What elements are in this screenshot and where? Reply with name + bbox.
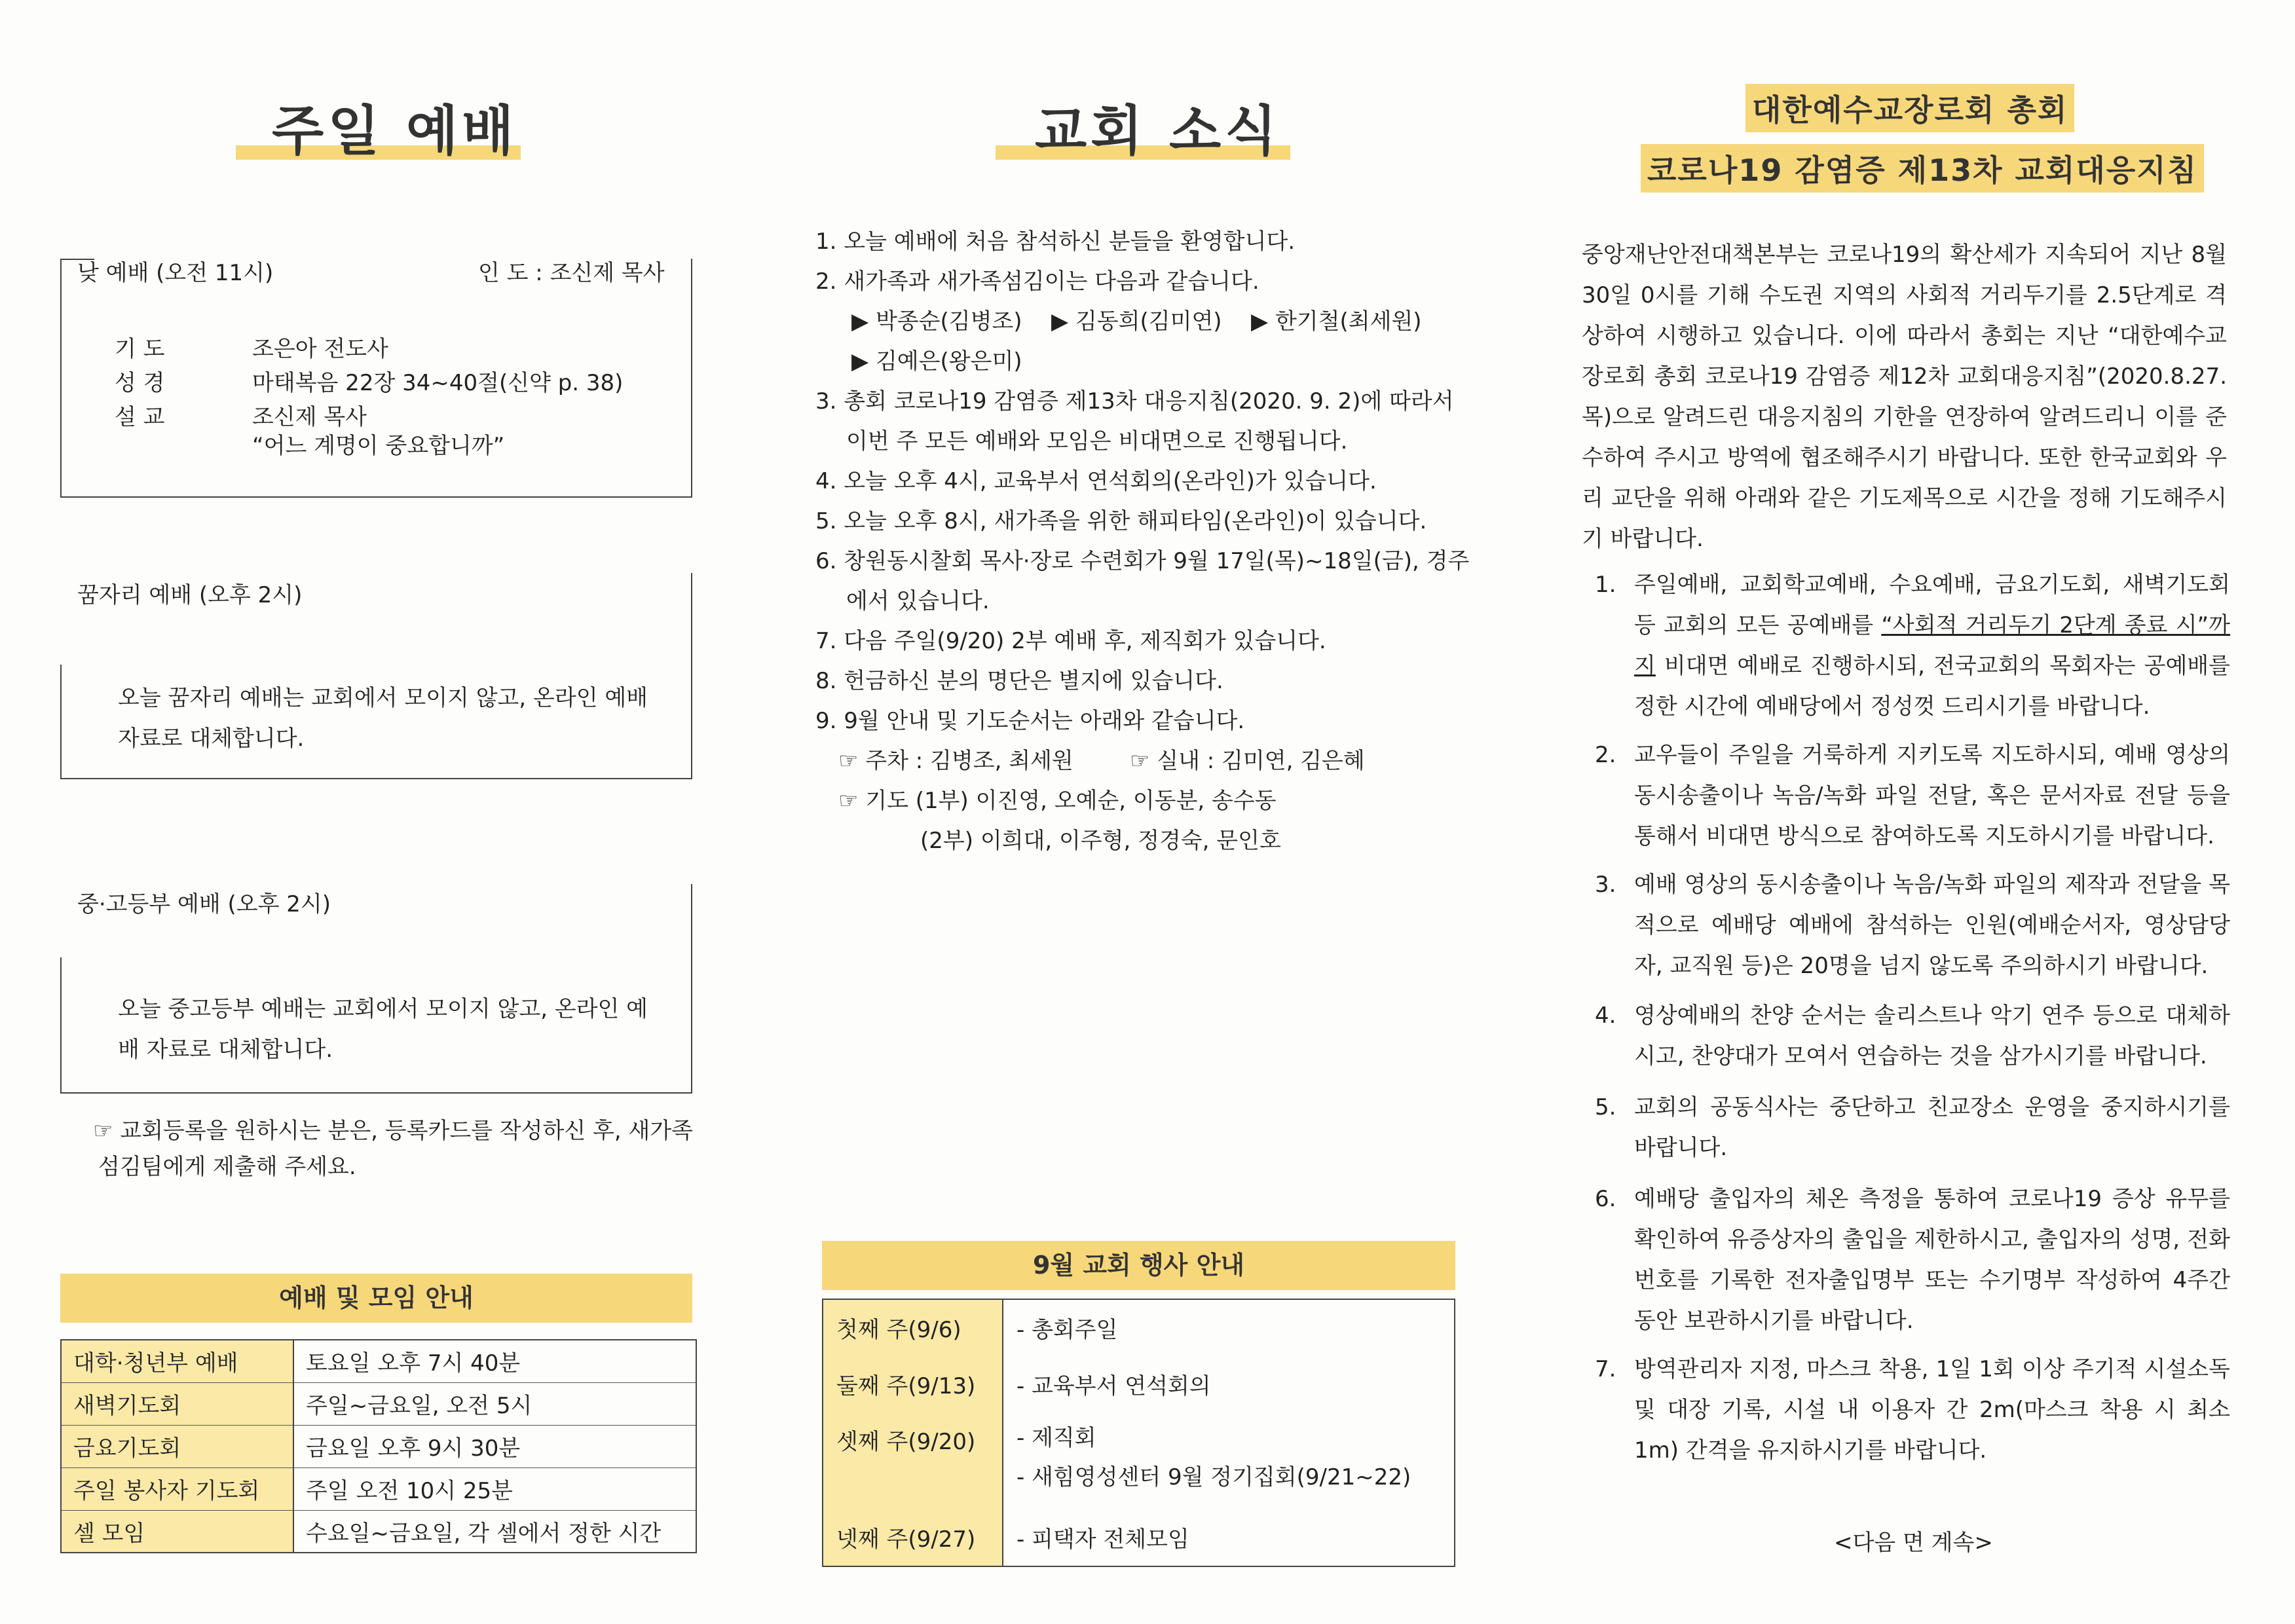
service-row-value: 마태복음 22장 34~40절(신약 p. 38) xyxy=(252,370,624,396)
table-row xyxy=(61,1467,696,1510)
schedule-key: 대학·청년부 예배 xyxy=(61,1340,293,1382)
service-row-value: 조은아 전도사 xyxy=(252,336,388,362)
continued-note: <다음 면 계속> xyxy=(1834,1530,1993,1556)
schedule-value: 주일 오전 10시 25분 xyxy=(293,1467,696,1510)
guide-item xyxy=(1595,995,2230,1077)
notice-line: 에서 있습니다. xyxy=(846,588,990,614)
table-row xyxy=(823,1412,1455,1509)
guide-item xyxy=(1595,1349,2230,1471)
table-row xyxy=(61,1382,696,1425)
guide-item-number: 6. xyxy=(1595,1186,1616,1212)
event-item: - 총회주일 xyxy=(1017,1317,1118,1343)
notice-line: ☞ 기도 (1부) 이진영, 오예순, 이동분, 송수동 xyxy=(838,788,1277,814)
notice-line: 5. 오늘 오후 8시, 새가족을 위한 해피타임(온라인)이 있습니다. xyxy=(815,508,1427,534)
service-row-key: 기 도 xyxy=(115,336,165,362)
notice-line: ☞ 주차 : 김병조, 최세원 xyxy=(838,748,1073,774)
guide-item-text: 방역관리자 지정, 마스크 착용, 1일 1회 이상 주기적 시설소독 및 대장 기록, 시설 내 이용자 간 2m(마스크 착용 시 최소 1m) 간격을 유지하시기를 바랍니다. xyxy=(1634,1356,2230,1464)
guide-item-number: 4. xyxy=(1595,1003,1616,1029)
notice-line: ▶ 한기철(최세원) xyxy=(1251,308,1422,335)
guide-item xyxy=(1595,564,2230,727)
event-week: 셋째 주(9/20) xyxy=(823,1412,1003,1509)
notice-line: ▶ 박종순(김병조) xyxy=(851,308,1022,335)
guide-item-text: 주일예배, 교회학교예배, 수요예배, 금요기도회, 새벽기도회 등 교회의 모든 공예배를 xyxy=(1634,572,2230,638)
event-item: - 교육부서 연석회의 xyxy=(1017,1373,1211,1399)
event-week: 첫째 주(9/6) xyxy=(823,1299,1003,1356)
youth-service-label: 중·고등부 예배 (오후 2시) xyxy=(77,891,331,917)
sermon-title: “어느 계명이 중요합니까” xyxy=(252,433,505,459)
notice-line: 9. 9월 안내 및 기도순서는 아래와 같습니다. xyxy=(815,708,1245,734)
events-title: 9월 교회 행사 안내 xyxy=(822,1241,1455,1290)
worship-title: 주일 예배 xyxy=(272,100,518,162)
schedule-key: 주일 봉사자 기도회 xyxy=(61,1467,293,1510)
guide-item-number: 5. xyxy=(1595,1094,1616,1120)
table-row xyxy=(61,1425,696,1467)
notice-line: ☞ 실내 : 김미연, 김은혜 xyxy=(1130,748,1365,774)
guide-item-number: 1. xyxy=(1595,572,1616,598)
event-item: - 피택자 전체모임 xyxy=(1017,1526,1189,1553)
guide-item-number: 3. xyxy=(1595,872,1616,898)
guide-item-text: 예배당 출입자의 체온 측정을 통하여 코로나19 증상 유무를 확인하여 유증상자의 출입을 제한하시고, 출입자의 성명, 전화번호를 기록한 전자출입명부 또는 수기명부 작성하여 4주간 동안 보관하시기를 바랍니다. xyxy=(1634,1186,2230,1334)
table-row xyxy=(823,1509,1455,1566)
table-row xyxy=(823,1299,1455,1356)
guide-item-text: 교회의 공동식사는 중단하고 친교장소 운영을 중지하시기를 바랍니다. xyxy=(1634,1094,2230,1161)
guide-item-text-tail: 비대면 예배로 진행하시되, 전국교회의 목회자는 공예배를 정한 시간에 예배당에서 정성껏 드리시기를 바랍니다. xyxy=(1634,653,2230,720)
notice-line: (2부) 이희대, 이주형, 정경숙, 문인호 xyxy=(920,828,1281,854)
event-week: 둘째 주(9/13) xyxy=(823,1356,1003,1412)
guide-item-number: 7. xyxy=(1595,1356,1616,1382)
schedule-table xyxy=(60,1339,697,1553)
table-row xyxy=(61,1340,696,1382)
service-row-key: 설 교 xyxy=(115,404,165,430)
guide-item xyxy=(1595,864,2230,986)
service-leader: 인 도 : 조신제 목사 xyxy=(478,260,665,286)
notice-line: 1. 오늘 예배에 처음 참석하신 분들을 환영합니다. xyxy=(815,229,1296,255)
notice-line: 이번 주 모든 예배와 모임은 비대면으로 진행됩니다. xyxy=(846,428,1348,454)
schedule-value: 수요일~금요일, 각 셀에서 정한 시간 xyxy=(293,1510,696,1553)
notice-line: ▶ 김예은(왕은미) xyxy=(851,348,1022,375)
schedule-value: 금요일 오후 9시 30분 xyxy=(293,1425,696,1467)
notice-line: 7. 다음 주일(9/20) 2부 예배 후, 제직회가 있습니다. xyxy=(815,628,1326,654)
service-row-value: 조신제 목사 xyxy=(252,404,367,430)
events-table xyxy=(822,1299,1455,1567)
table-row xyxy=(61,1510,696,1553)
notice-line: 2. 새가족과 새가족섬김이는 다음과 같습니다. xyxy=(815,268,1259,295)
guide-item-underlined: “사회적 거리두기 2단계 종료 시”까지 xyxy=(1634,612,2231,679)
notice-line: ▶ 김동희(김미연) xyxy=(1051,308,1222,335)
notice-line: 6. 창원동시찰회 목사·장로 수련회가 9월 17일(목)~18일(금), 경주 xyxy=(815,548,1470,574)
event-item: - 제직회 xyxy=(1017,1425,1096,1452)
guide-item-text: 예배 영상의 동시송출이나 녹음/녹화 파일의 제작과 전달을 목적으로 예배당 예배에 참석하는 인원(예배순서자, 영상담당자, 교직원 등)은 20명을 넘지 않도록 주의하시기 바랍니다. xyxy=(1634,872,2230,979)
guide-title-line2: 코로나19 감염증 제13차 교회대응지침 xyxy=(1641,144,2204,193)
schedule-title: 예배 및 모임 안내 xyxy=(60,1274,692,1323)
table-row xyxy=(823,1356,1455,1412)
notice-line: 8. 헌금하신 분의 명단은 별지에 있습니다. xyxy=(815,668,1223,694)
service-row-key: 성 경 xyxy=(115,370,165,396)
guide-title-line1: 대한예수교장로회 총회 xyxy=(1745,84,2074,132)
schedule-value: 주일~금요일, 오전 5시 xyxy=(293,1382,696,1425)
registration-note: ☞ 교회등록을 원하시는 분은, 등록카드를 작성하신 후, 새가족 섬김팀에게 제출해 주세요. xyxy=(93,1118,694,1180)
guide-item xyxy=(1595,1087,2230,1168)
morning-service-label: 낮 예배 (오전 11시) xyxy=(77,260,274,286)
notice-line: 3. 총회 코로나19 감염증 제13차 대응지침(2020. 9. 2)에 따라서 xyxy=(815,388,1454,415)
news-title: 교회 소식 xyxy=(1035,100,1281,162)
youth-service-text: 오늘 중고등부 예배는 교회에서 모이지 않고, 온라인 예배 자료로 대체합니다. xyxy=(118,996,648,1063)
guide-item xyxy=(1595,735,2230,857)
guide-item-number: 2. xyxy=(1595,742,1616,768)
guide-intro: 중앙재난안전대책본부는 코로나19의 확산세가 지속되어 지난 8월 30일 0시를 기해 수도권 지역의 사회적 거리두기를 2.5단계로 격상하여 시행하고 있습니다. 이에 따라서 총회는 지난 “대한예수교장로회 총회 코로나19 감염증 제12차 교회대응지침”(2020.8.27.목)으로 알려드린 대응지침의 기한을 연장하여 알려드리니 이를 준수하여 주시고 방역에 협조해주시기 바랍니다. 또한 한국교회와 우리 교단을 위해 아래와 같은 기도제목으로 시간을 정해 기도해주시기 바랍니다. xyxy=(1582,242,2227,552)
kids-service-text: 오늘 꿈자리 예배는 교회에서 모이지 않고, 온라인 예배 자료로 대체합니다. xyxy=(118,685,648,752)
kids-service-label: 꿈자리 예배 (오후 2시) xyxy=(77,582,303,608)
event-item: - 새힘영성센터 9월 정기집회(9/21~22) xyxy=(1017,1464,1411,1491)
event-week: 넷째 주(9/27) xyxy=(823,1509,1003,1566)
schedule-value: 토요일 오후 7시 40분 xyxy=(293,1340,696,1382)
guide-item xyxy=(1595,1179,2230,1341)
guide-item-text: 교우들이 주일을 거룩하게 지키도록 지도하시되, 예배 영상의 동시송출이나 녹음/녹화 파일 전달, 혹은 문서자료 전달 등을 통해서 비대면 방식으로 참여하도록 지도하시기를 바랍니다. xyxy=(1634,742,2230,849)
schedule-key: 금요기도회 xyxy=(61,1425,293,1467)
schedule-key: 새벽기도회 xyxy=(61,1382,293,1425)
guide-item-text: 영상예배의 찬양 순서는 솔리스트나 악기 연주 등으로 대체하시고, 찬양대가 모여서 연습하는 것을 삼가시기를 바랍니다. xyxy=(1634,1003,2230,1069)
notice-line: 4. 오늘 오후 4시, 교육부서 연석회의(온라인)가 있습니다. xyxy=(815,468,1377,494)
schedule-key: 셀 모임 xyxy=(61,1510,293,1553)
